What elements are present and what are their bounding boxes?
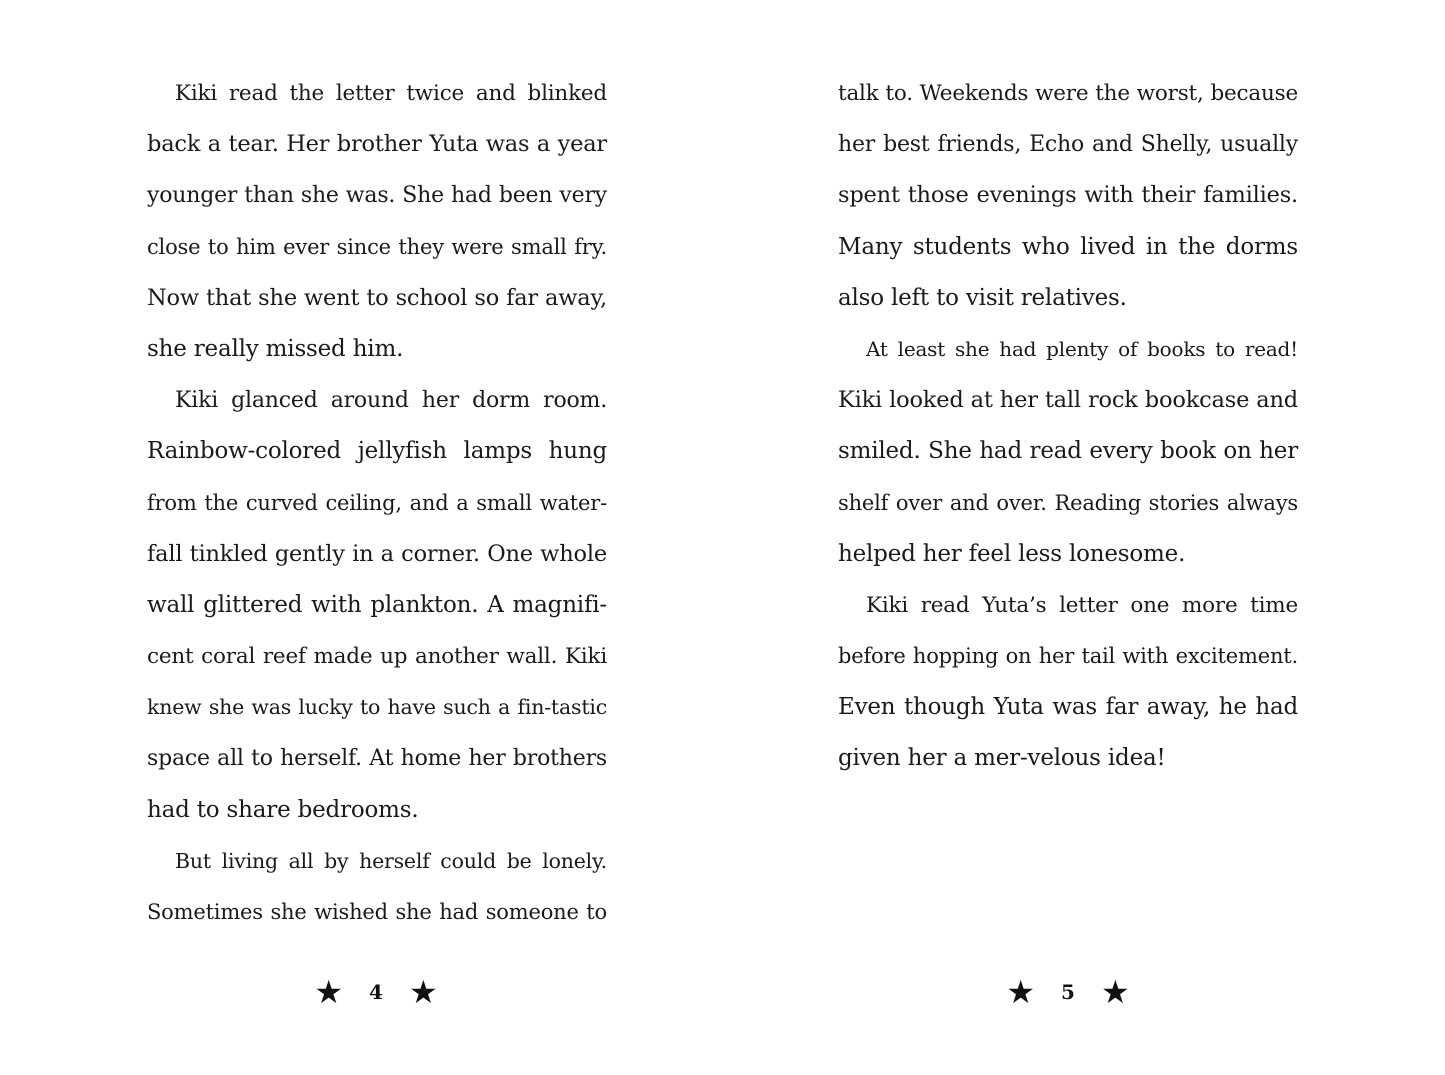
text-line: younger than she was. She had been very — [147, 183, 607, 209]
text-line: from the curved ceiling, and a small water- — [147, 490, 607, 515]
text-line: Kiki read the letter twice and blinked — [175, 81, 607, 106]
text-line: her best friends, Echo and Shelly, usually — [838, 132, 1298, 158]
page-number: 4 — [369, 980, 383, 1004]
page-footer-right — [998, 972, 1138, 1012]
text-line: before hopping on her tail with excitement. — [838, 644, 1298, 669]
text-line: fall tinkled gently in a corner. One whole — [147, 540, 607, 567]
text-line: back a tear. Her brother Yuta was a year — [147, 131, 607, 158]
right-page-text — [838, 68, 1298, 785]
text-line: spent those evenings with their families. — [838, 182, 1298, 209]
star-icon: ★ — [314, 973, 344, 1011]
text-line: Rainbow-colored jellyfish lamps hung — [147, 438, 607, 465]
text-line: wall glittered with plankton. A magnifi- — [147, 591, 607, 618]
page-footer-left — [306, 972, 446, 1012]
text-line: Kiki read Yuta’s letter one more time — [866, 592, 1298, 618]
text-line: At least she had plenty of books to read! — [866, 336, 1298, 361]
text-line: given her a mer-velous idea! — [838, 745, 1166, 772]
text-line: Sometimes she wished she had someone to — [147, 900, 607, 924]
text-line: Many students who lived in the dorms — [838, 233, 1298, 260]
star-icon: ★ — [1006, 973, 1036, 1011]
text-line: But living all by herself could be lonely. — [175, 848, 607, 873]
text-line: knew she was lucky to have such a fin-tastic — [147, 695, 607, 720]
text-line: smiled. She had read every book on her — [838, 438, 1298, 465]
text-line: Even though Yuta was far away, he had — [838, 694, 1298, 721]
text-line: Kiki looked at her tall rock bookcase and — [838, 387, 1298, 414]
star-icon: ★ — [1100, 973, 1130, 1011]
page-number: 5 — [1061, 980, 1075, 1004]
left-page-text — [147, 68, 607, 938]
star-icon: ★ — [408, 973, 438, 1011]
text-line: close to him ever since they were small fry. — [147, 234, 607, 259]
text-line: she really missed him. — [147, 335, 404, 362]
text-line: helped her feel less lonesome. — [838, 540, 1186, 567]
text-line: talk to. Weekends were the worst, because — [838, 81, 1298, 106]
text-line: shelf over and over. Reading stories always — [838, 490, 1298, 515]
text-line: cent coral reef made up another wall. Kiki — [147, 644, 607, 670]
text-line: had to share bedrooms. — [147, 796, 419, 823]
text-line: space all to herself. At home her brothers — [147, 746, 607, 772]
text-line: Kiki glanced around her dorm room. — [175, 388, 607, 414]
text-line: also left to visit relatives. — [838, 284, 1127, 311]
text-line: Now that she went to school so far away, — [147, 284, 607, 311]
